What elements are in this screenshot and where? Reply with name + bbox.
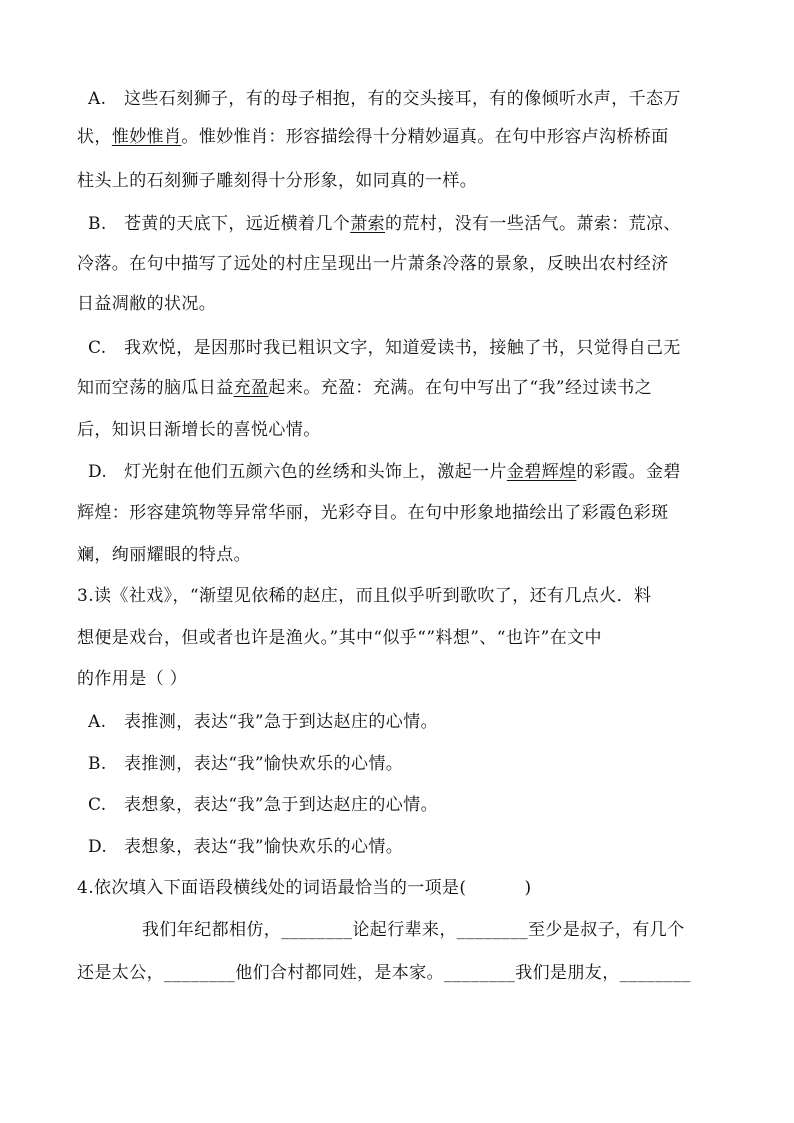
- option-text-line: 辉煌：形容建筑物等异常华丽，光彩夺目。在句中形象地描绘出了彩霞色彩斑: [77, 503, 669, 523]
- option-marker: B.: [88, 214, 107, 234]
- option-a-text: 表推测，表达“我”急于到达赵庄的心情。: [124, 712, 438, 732]
- option-marker: D.: [88, 462, 108, 482]
- underlined-term: 充盈: [233, 378, 269, 398]
- option-c-text: 表想象，表达“我”急于到达赵庄的心情。: [124, 795, 438, 815]
- option-marker: A.: [88, 89, 107, 109]
- option-marker: C.: [88, 338, 107, 358]
- option-marker: B.: [88, 754, 107, 774]
- option-marker: D.: [88, 837, 108, 857]
- option-text-line: 日益凋敝的状况。: [77, 294, 217, 314]
- option-text-line: 冷落。在句中描写了远处的村庄呈现出一片萧条冷落的景象，反映出农村经济: [77, 254, 669, 274]
- option-b-text: 表推测，表达“我”愉快欢乐的心情。: [124, 754, 404, 774]
- underlined-term: 萧索: [350, 214, 386, 234]
- option-text-line: 苍黄的天底下，远近横着几个萧索的荒村，没有一些活气。萧索：荒凉、: [124, 214, 681, 234]
- option-text-line: 这些石刻狮子，有的母子相抱，有的交头接耳，有的像倾听水声，千态万: [124, 89, 681, 109]
- option-marker: A.: [88, 712, 107, 732]
- option-text-line: 灯光射在他们五颜六色的丝绣和头饰上，激起一片金碧辉煌的彩霞。金碧: [124, 462, 681, 482]
- passage-line: 我们年纪都相仿，________论起行辈来，________至少是叔子，有几个: [142, 920, 685, 940]
- question-stem-line: 的作用是（ ）: [77, 669, 188, 689]
- option-d-text: 表想象，表达“我”愉快欢乐的心情。: [124, 837, 404, 857]
- question-stem-line: 想便是戏台，但或者也许是渔火。”其中“似乎“”料想”、“也许”在文中: [77, 628, 602, 648]
- option-marker: C.: [88, 795, 107, 815]
- passage-line: 还是太公，________他们合村都同姓，是本家。________我们是朋友，________: [77, 963, 691, 983]
- option-text-line: 知而空荡的脑瓜日益充盈起来。充盈：充满。在句中写出了“我”经过读书之: [77, 378, 653, 398]
- underlined-term: 惟妙惟肖: [111, 127, 182, 147]
- option-text-line: 状，惟妙惟肖。惟妙惟肖：形容描绘得十分精妙逼真。在句中形容卢沟桥桥面: [77, 127, 669, 147]
- option-text-line: 斓，绚丽耀眼的特点。: [77, 545, 251, 565]
- question-stem-line: 4.依次填入下面语段横线处的词语最恰当的一项是( ): [77, 878, 532, 898]
- option-text-line: 我欢悦，是因那时我已粗识文字，知道爱读书，接触了书，只觉得自己无: [124, 338, 681, 358]
- option-text-line: 后，知识日渐增长的喜悦心情。: [77, 420, 321, 440]
- underlined-term: 金碧辉煌: [506, 462, 577, 482]
- question-stem-line: 3.读《社戏》，“渐望见依稀的赵庄，而且似乎听到歌吹了，还有几点火．料: [77, 586, 652, 606]
- option-text-line: 柱头上的石刻狮子雕刻得十分形象，如同真的一样。: [77, 171, 478, 191]
